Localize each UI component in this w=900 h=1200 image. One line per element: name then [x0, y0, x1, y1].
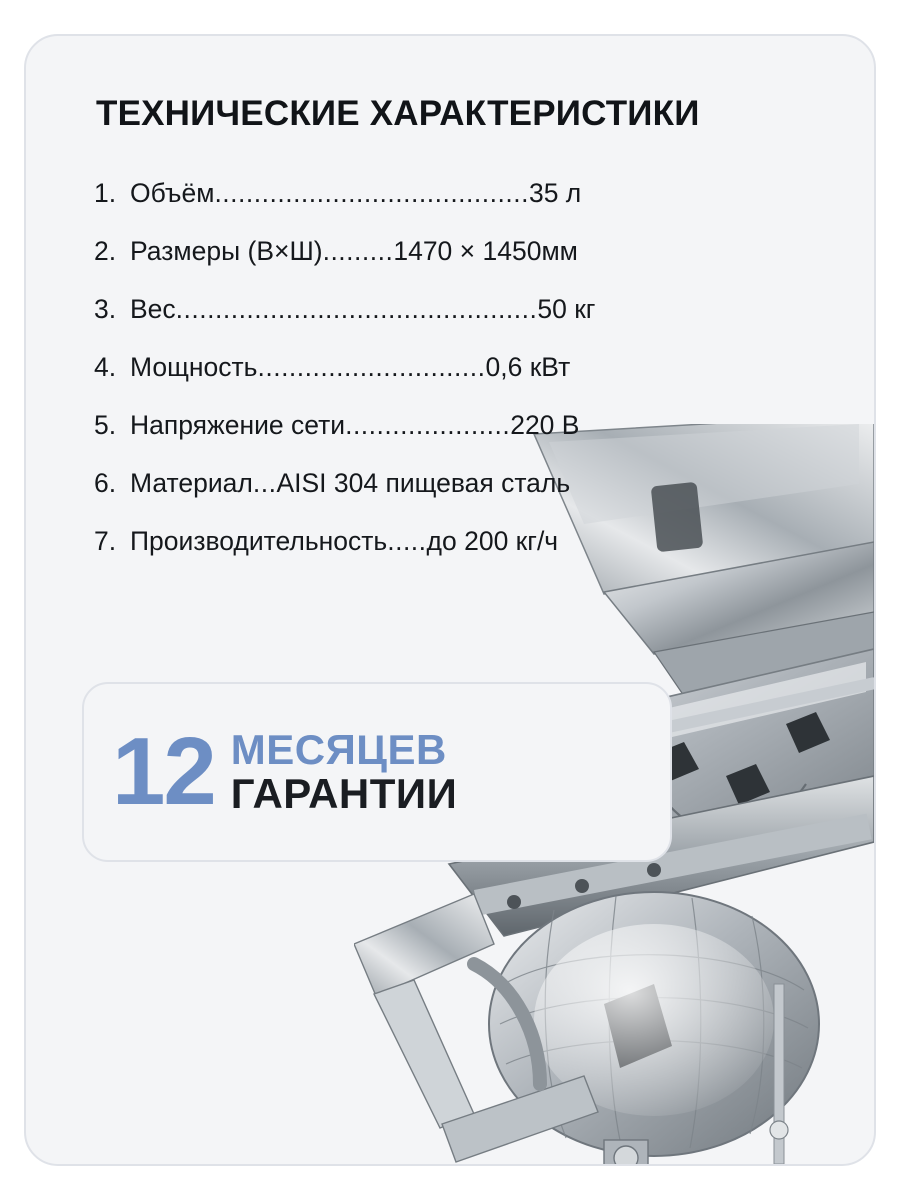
spec-number: 3. — [94, 294, 117, 324]
spec-value: до 200 кг/ч — [426, 526, 559, 556]
spec-dots: ............................. — [257, 352, 486, 382]
spec-value: 50 кг — [537, 294, 596, 324]
warranty-number: 12 — [112, 718, 215, 825]
spec-dots: ........................................ — [214, 178, 529, 208]
warranty-months-label: МЕСЯЦЕВ — [230, 725, 447, 773]
spec-label: Мощность — [130, 352, 258, 382]
list-item — [94, 512, 714, 570]
spec-dots: ......... — [322, 236, 394, 266]
spec-label: Размеры (В×Ш) — [130, 236, 323, 266]
spec-number: 6. — [94, 468, 117, 498]
spec-label: Напряжение сети — [130, 410, 346, 440]
list-item — [94, 338, 714, 396]
spec-dots: ..................... — [345, 410, 511, 440]
spec-card — [24, 34, 876, 1166]
spec-value: 1470 × 1450мм — [393, 236, 578, 266]
spec-label: Материал — [130, 468, 253, 498]
warranty-badge — [82, 682, 672, 862]
spec-label: Объём — [130, 178, 215, 208]
spec-number: 1. — [94, 178, 117, 208]
spec-label: Производительность — [130, 526, 388, 556]
spec-number: 2. — [94, 236, 117, 266]
spec-value: AISI 304 пищевая сталь — [276, 468, 571, 498]
spec-value: 0,6 кВт — [485, 352, 571, 382]
warranty-guarantee-label: ГАРАНТИИ — [230, 770, 458, 817]
spec-dots: ... — [252, 468, 277, 498]
spec-label: Вес — [130, 294, 176, 324]
list-item — [94, 280, 714, 338]
spec-dots: .............................................. — [175, 294, 538, 324]
list-item — [94, 454, 714, 512]
list-item — [94, 222, 714, 280]
spec-list — [94, 164, 714, 570]
spec-number: 5. — [94, 410, 117, 440]
page-title: ТЕХНИЧЕСКИЕ ХАРАКТЕРИСТИКИ — [96, 94, 700, 133]
spec-value: 35 л — [528, 178, 582, 208]
warranty-text — [230, 725, 458, 817]
spec-number: 4. — [94, 352, 117, 382]
list-item — [94, 164, 714, 222]
spec-dots: ..... — [387, 526, 427, 556]
list-item — [94, 396, 714, 454]
spec-number: 7. — [94, 526, 117, 556]
spec-value: 220 В — [510, 410, 580, 440]
